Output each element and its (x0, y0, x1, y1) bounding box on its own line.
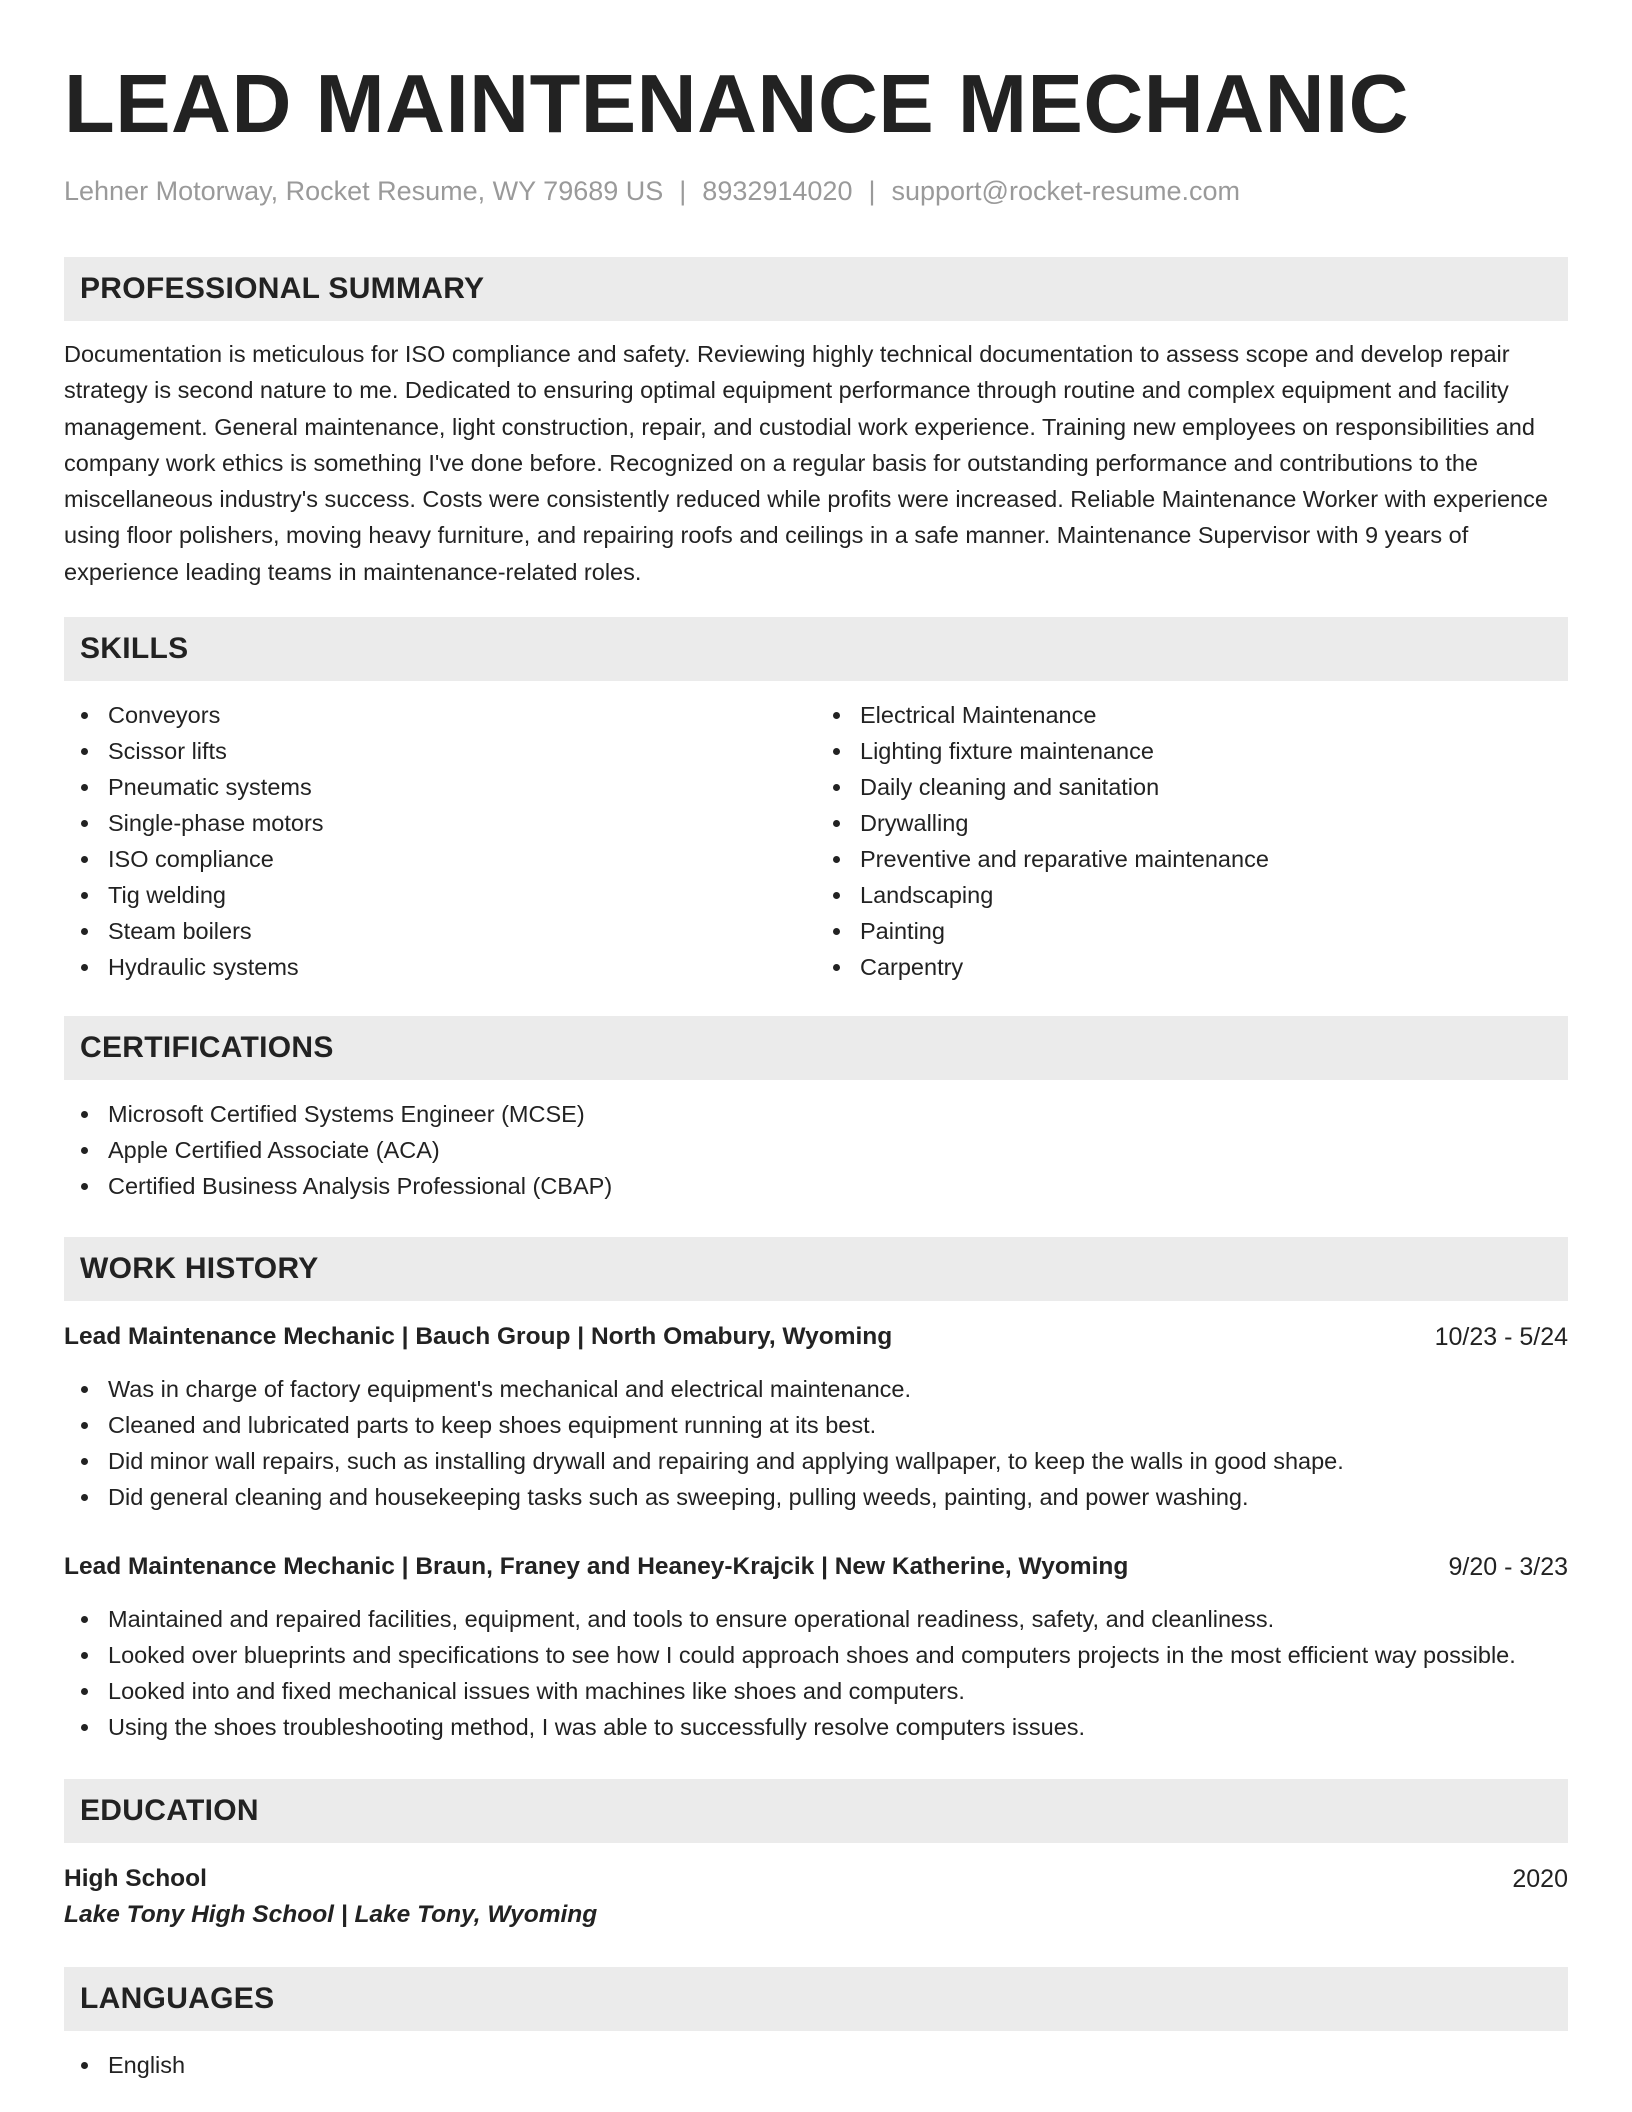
skill-item: Scissor lifts (108, 733, 816, 769)
skill-item: Preventive and reparative maintenance (860, 841, 1568, 877)
job-bullet: Did minor wall repairs, such as installing drywall and repairing and applying wallpaper, to keep the walls in good shape. (108, 1443, 1568, 1479)
languages-section-header: LANGUAGES (64, 1967, 1568, 2031)
certification-item: Apple Certified Associate (ACA) (108, 1132, 1568, 1168)
job-dates: 9/20 - 3/23 (1448, 1553, 1568, 1582)
skill-item: Pneumatic systems (108, 769, 816, 805)
contact-phone: 8932914020 (702, 176, 853, 206)
skill-item: Single-phase motors (108, 805, 816, 841)
resume-name: LEAD MAINTENANCE MECHANIC (64, 57, 1410, 150)
job-bullet: Looked over blueprints and specifications to see how I could approach shoes and computers projects in the most efficient way possible. (108, 1637, 1568, 1673)
contact-address: Lehner Motorway, Rocket Resume, WY 79689 US (64, 176, 664, 206)
skill-item: Electrical Maintenance (860, 697, 1568, 733)
certification-item: Certified Business Analysis Professional (CBAP) (108, 1168, 1568, 1204)
skill-item: Steam boilers (108, 913, 816, 949)
contact-line (64, 174, 1568, 208)
work-history-section-header: WORK HISTORY (64, 1237, 1568, 1301)
job-bullets (64, 1371, 1568, 1515)
skill-item: Hydraulic systems (108, 949, 816, 985)
skill-item: Tig welding (108, 877, 816, 913)
contact-separator: | (868, 176, 876, 206)
skills-section-header: SKILLS (64, 617, 1568, 681)
job-bullet: Cleaned and lubricated parts to keep shoes equipment running at its best. (108, 1407, 1568, 1443)
job-bullet: Using the shoes troubleshooting method, I was able to successfully resolve computers issues. (108, 1709, 1568, 1745)
skill-item: Conveyors (108, 697, 816, 733)
certifications-list (64, 1096, 1568, 1204)
job-title: Lead Maintenance Mechanic | Braun, Franey and Heaney-Krajcik | New Katherine, Wyoming (64, 1553, 1129, 1581)
job-bullet: Maintained and repaired facilities, equipment, and tools to ensure operational readiness, safety, and cleanliness. (108, 1601, 1568, 1637)
skill-item: Lighting fixture maintenance (860, 733, 1568, 769)
education-school: Lake Tony High School | Lake Tony, Wyoming (64, 1901, 598, 1929)
job-title: Lead Maintenance Mechanic | Bauch Group | North Omabury, Wyoming (64, 1323, 893, 1351)
skill-item: Landscaping (860, 877, 1568, 913)
contact-separator: | (679, 176, 687, 206)
skill-item: Painting (860, 913, 1568, 949)
education-degree: High School (64, 1865, 207, 1893)
skill-item: Carpentry (860, 949, 1568, 985)
education-section-header: EDUCATION (64, 1779, 1568, 1843)
certification-item: Microsoft Certified Systems Engineer (MCSE) (108, 1096, 1568, 1132)
job-dates: 10/23 - 5/24 (1434, 1323, 1568, 1352)
education-year: 2020 (1512, 1865, 1568, 1894)
certifications-section-header: CERTIFICATIONS (64, 1016, 1568, 1080)
job-heading-row (64, 1319, 1568, 1355)
skills-grid (64, 697, 1568, 985)
job-bullet: Was in charge of factory equipment's mechanical and electrical maintenance. (108, 1371, 1568, 1407)
language-item: English (108, 2047, 1568, 2083)
languages-list (64, 2047, 1568, 2083)
skill-item: Drywalling (860, 805, 1568, 841)
job-bullets (64, 1601, 1568, 1745)
skill-item: ISO compliance (108, 841, 816, 877)
job-bullet: Looked into and fixed mechanical issues with machines like shoes and computers. (108, 1673, 1568, 1709)
education-heading-row (64, 1861, 1568, 1897)
job-heading-row (64, 1549, 1568, 1585)
summary-text: Documentation is meticulous for ISO compliance and safety. Reviewing highly technical documentation to assess scope and develop repair strategy is second nature to me. Dedicated to ensuring optimal equipment performance through routine and complex equipment and facility management. General maintenance, light construction, repair, and custodial work experience. Training new employees on responsibilities and company work ethics is something I've done before. Recognized on a regular basis for outstanding performance and contributions to the miscellaneous industry's success. Costs were consistently reduced while profits were increased. Reliable Maintenance Worker with experience using floor polishers, moving heavy furniture, and repairing roofs and ceilings in a safe manner. Maintenance Supervisor with 9 years of experience leading teams in maintenance-related roles. (64, 341, 1548, 585)
skill-item: Daily cleaning and sanitation (860, 769, 1568, 805)
skills-right-column (816, 697, 1568, 985)
job-bullet: Did general cleaning and housekeeping tasks such as sweeping, pulling weeds, painting, and power washing. (108, 1479, 1568, 1515)
contact-email: support@rocket-resume.com (891, 176, 1241, 206)
skills-left-column (64, 697, 816, 985)
summary-section-header: PROFESSIONAL SUMMARY (64, 257, 1568, 321)
